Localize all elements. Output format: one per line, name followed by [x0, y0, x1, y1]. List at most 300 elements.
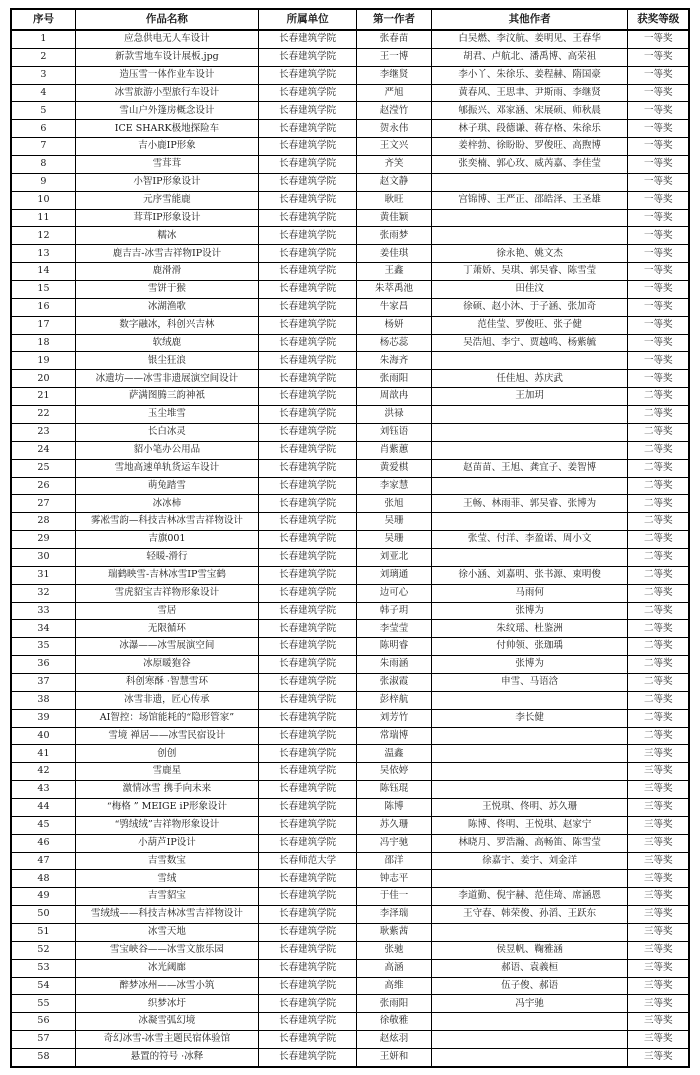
cell-award: 二等奖	[628, 709, 689, 727]
cell-first-author: 姜佳琪	[357, 245, 432, 263]
cell-award: 一等奖	[628, 281, 689, 299]
cell-first-author: 耿旺	[357, 191, 432, 209]
table-row	[11, 459, 689, 477]
cell-no: 26	[11, 477, 75, 495]
cell-other-authors: 侯昱帆、鞠雅涵	[431, 941, 628, 959]
cell-award: 三等奖	[628, 816, 689, 834]
cell-first-author: 冯宇驰	[357, 834, 432, 852]
table-row	[11, 263, 689, 281]
cell-title: 奇幻冰雪-冰雪主题民宿体验馆	[75, 1031, 258, 1049]
cell-award: 三等奖	[628, 959, 689, 977]
cell-unit: 长春建筑学院	[258, 48, 356, 66]
cell-first-author: 严旭	[357, 84, 432, 102]
cell-no: 53	[11, 959, 75, 977]
cell-no: 49	[11, 888, 75, 906]
cell-no: 8	[11, 156, 75, 174]
cell-award: 一等奖	[628, 209, 689, 227]
cell-no: 51	[11, 923, 75, 941]
cell-other-authors	[431, 923, 628, 941]
cell-first-author: 彭梓航	[357, 691, 432, 709]
cell-other-authors	[431, 781, 628, 799]
cell-title: 瑞鹤映雪-吉林冰雪IP雪宝鹤	[75, 566, 258, 584]
cell-title: 雪饼于猴	[75, 281, 258, 299]
cell-first-author: 周歆冉	[357, 388, 432, 406]
cell-no: 24	[11, 441, 75, 459]
cell-first-author: 徐敬雅	[357, 1013, 432, 1031]
cell-unit: 长春建筑学院	[258, 602, 356, 620]
cell-no: 37	[11, 673, 75, 691]
cell-title: 雪山户外篷房概念设计	[75, 102, 258, 120]
table-row	[11, 620, 689, 638]
table-row	[11, 316, 689, 334]
cell-first-author: 王一博	[357, 48, 432, 66]
table-row	[11, 513, 689, 531]
cell-no: 22	[11, 406, 75, 424]
cell-no: 46	[11, 834, 75, 852]
cell-first-author: 韩子玥	[357, 602, 432, 620]
table-row	[11, 888, 689, 906]
table-row	[11, 673, 689, 691]
table-row	[11, 156, 689, 174]
cell-award: 一等奖	[628, 48, 689, 66]
table-row	[11, 281, 689, 299]
cell-award: 二等奖	[628, 388, 689, 406]
cell-first-author: 吴珊	[357, 513, 432, 531]
cell-no: 55	[11, 995, 75, 1013]
cell-unit: 长春建筑学院	[258, 388, 356, 406]
cell-award: 二等奖	[628, 495, 689, 513]
cell-unit: 长春建筑学院	[258, 566, 356, 584]
cell-award: 二等奖	[628, 423, 689, 441]
cell-first-author: 邵洋	[357, 852, 432, 870]
cell-first-author: 张雨梦	[357, 227, 432, 245]
cell-unit: 长春建筑学院	[258, 1031, 356, 1049]
cell-other-authors	[431, 406, 628, 424]
cell-no: 29	[11, 531, 75, 549]
cell-unit: 长春建筑学院	[258, 959, 356, 977]
cell-other-authors	[431, 441, 628, 459]
cell-first-author: 黄爱棋	[357, 459, 432, 477]
cell-no: 6	[11, 120, 75, 138]
cell-award: 三等奖	[628, 763, 689, 781]
cell-title: 应急供电无人车设计	[75, 30, 258, 48]
cell-award: 三等奖	[628, 888, 689, 906]
cell-no: 5	[11, 102, 75, 120]
cell-unit: 长春建筑学院	[258, 727, 356, 745]
cell-first-author: 吴依婷	[357, 763, 432, 781]
table-row	[11, 691, 689, 709]
cell-unit: 长春建筑学院	[258, 941, 356, 959]
cell-first-author: 张驰	[357, 941, 432, 959]
cell-unit: 长春建筑学院	[258, 495, 356, 513]
column-header-no: 序号	[11, 9, 75, 30]
cell-other-authors: 林晓月、罗浩瀚、高畅笛、陈雪莹	[431, 834, 628, 852]
cell-first-author: 耿紫茜	[357, 923, 432, 941]
cell-title: 创创	[75, 745, 258, 763]
cell-no: 31	[11, 566, 75, 584]
cell-other-authors	[431, 1049, 628, 1068]
cell-no: 42	[11, 763, 75, 781]
column-header-other-authors: 其他作者	[431, 9, 628, 30]
cell-no: 36	[11, 656, 75, 674]
cell-no: 1	[11, 30, 75, 48]
cell-no: 33	[11, 602, 75, 620]
cell-no: 57	[11, 1031, 75, 1049]
table-row	[11, 995, 689, 1013]
cell-unit: 长春师范大学	[258, 852, 356, 870]
cell-other-authors: 陈博、佟明、王悦琪、赵家宁	[431, 816, 628, 834]
cell-other-authors: 姜梓勃、徐盼盼、罗俊旺、高煦博	[431, 138, 628, 156]
cell-title: 悬置的符号 ·冰释	[75, 1049, 258, 1068]
table-row	[11, 370, 689, 388]
cell-other-authors: 吴浩旭、李宁、贾越鸣、杨紫毓	[431, 334, 628, 352]
cell-first-author: 李继贤	[357, 66, 432, 84]
cell-title: 雪宝峡谷——冰雪文旅乐园	[75, 941, 258, 959]
cell-other-authors: 范佳莹、罗俊旺、张子健	[431, 316, 628, 334]
cell-award: 三等奖	[628, 798, 689, 816]
cell-no: 56	[11, 1013, 75, 1031]
cell-other-authors: 马雨何	[431, 584, 628, 602]
cell-first-author: 李家慧	[357, 477, 432, 495]
cell-title: 萨满图腾三韵神衹	[75, 388, 258, 406]
cell-no: 58	[11, 1049, 75, 1068]
cell-unit: 长春建筑学院	[258, 763, 356, 781]
cell-other-authors	[431, 870, 628, 888]
cell-unit: 长春建筑学院	[258, 352, 356, 370]
cell-unit: 长春建筑学院	[258, 156, 356, 174]
column-header-title: 作品名称	[75, 9, 258, 30]
table-row	[11, 173, 689, 191]
table-row	[11, 834, 689, 852]
cell-no: 7	[11, 138, 75, 156]
cell-title: 元序雪能鹿	[75, 191, 258, 209]
cell-title: 雪绒	[75, 870, 258, 888]
cell-title: 雪鹿星	[75, 763, 258, 781]
cell-award: 二等奖	[628, 513, 689, 531]
table-header	[11, 9, 689, 30]
cell-other-authors: 张莹、付洋、李盈诺、周小文	[431, 531, 628, 549]
cell-unit: 长春建筑学院	[258, 30, 356, 48]
table-row	[11, 84, 689, 102]
table-body	[11, 30, 689, 1067]
cell-first-author: 牛家昌	[357, 298, 432, 316]
table-row	[11, 495, 689, 513]
cell-unit: 长春建筑学院	[258, 1049, 356, 1068]
column-header-award: 获奖等级	[628, 9, 689, 30]
cell-first-author: 赵炫羽	[357, 1031, 432, 1049]
cell-other-authors: 胡君、卢航北、潘禹博、高荣祖	[431, 48, 628, 66]
cell-unit: 长春建筑学院	[258, 531, 356, 549]
cell-no: 19	[11, 352, 75, 370]
table-row	[11, 763, 689, 781]
cell-first-author: 张雨阳	[357, 995, 432, 1013]
cell-unit: 长春建筑学院	[258, 816, 356, 834]
cell-award: 三等奖	[628, 977, 689, 995]
cell-title: 萌兔踏雪	[75, 477, 258, 495]
cell-other-authors	[431, 352, 628, 370]
cell-title: 长白冰灵	[75, 423, 258, 441]
cell-unit: 长春建筑学院	[258, 138, 356, 156]
cell-first-author: 陈博	[357, 798, 432, 816]
cell-other-authors: 李长健	[431, 709, 628, 727]
cell-unit: 长春建筑学院	[258, 673, 356, 691]
cell-no: 23	[11, 423, 75, 441]
cell-unit: 长春建筑学院	[258, 584, 356, 602]
table-row	[11, 48, 689, 66]
table-row	[11, 745, 689, 763]
cell-other-authors	[431, 1013, 628, 1031]
table-row	[11, 941, 689, 959]
cell-award: 二等奖	[628, 620, 689, 638]
cell-first-author: 张旭	[357, 495, 432, 513]
cell-first-author: 常瑞博	[357, 727, 432, 745]
cell-no: 10	[11, 191, 75, 209]
table-row	[11, 638, 689, 656]
cell-no: 16	[11, 298, 75, 316]
cell-unit: 长春建筑学院	[258, 923, 356, 941]
cell-other-authors: 徐小涵、刘嘉明、张书源、束明俊	[431, 566, 628, 584]
cell-title: 醉梦冰州——冰雪小筑	[75, 977, 258, 995]
cell-title: 玉尘堆雪	[75, 406, 258, 424]
table-row	[11, 388, 689, 406]
cell-other-authors	[431, 745, 628, 763]
cell-unit: 长春建筑学院	[258, 298, 356, 316]
cell-other-authors: 赵苗苗、王旭、龚宜子、姜智博	[431, 459, 628, 477]
cell-no: 50	[11, 906, 75, 924]
cell-title: AI智控：场馆能耗的“隐形管家”	[75, 709, 258, 727]
cell-award: 二等奖	[628, 459, 689, 477]
table-row	[11, 531, 689, 549]
cell-unit: 长春建筑学院	[258, 477, 356, 495]
table-row	[11, 656, 689, 674]
cell-no: 54	[11, 977, 75, 995]
cell-title: 轻暖-滑行	[75, 548, 258, 566]
cell-no: 17	[11, 316, 75, 334]
table-row	[11, 423, 689, 441]
cell-award: 二等奖	[628, 727, 689, 745]
cell-award: 三等奖	[628, 852, 689, 870]
cell-title: 新款雪地车设计展板.jpg	[75, 48, 258, 66]
cell-unit: 长春建筑学院	[258, 1013, 356, 1031]
table-row	[11, 66, 689, 84]
cell-title: 无限循环	[75, 620, 258, 638]
cell-title: 银尘狂浪	[75, 352, 258, 370]
cell-first-author: 王妍和	[357, 1049, 432, 1068]
cell-title: 雪虎貂宝吉祥物形象设计	[75, 584, 258, 602]
cell-no: 9	[11, 173, 75, 191]
cell-award: 三等奖	[628, 941, 689, 959]
cell-title: 激情冰雪 携手向未来	[75, 781, 258, 799]
cell-other-authors: 徐嘉宇、姜宇、刘金洋	[431, 852, 628, 870]
cell-title: 雪茸茸	[75, 156, 258, 174]
cell-no: 41	[11, 745, 75, 763]
cell-unit: 长春建筑学院	[258, 120, 356, 138]
cell-title: 小葫芦IP设计	[75, 834, 258, 852]
cell-unit: 长春建筑学院	[258, 316, 356, 334]
cell-first-author: 边可心	[357, 584, 432, 602]
cell-unit: 长春建筑学院	[258, 781, 356, 799]
cell-other-authors: 张奕楠、郭心玫、威芮嘉、李佳莹	[431, 156, 628, 174]
table-row	[11, 870, 689, 888]
cell-first-author: 陈钰琨	[357, 781, 432, 799]
cell-award: 一等奖	[628, 120, 689, 138]
cell-unit: 长春建筑学院	[258, 459, 356, 477]
cell-other-authors: 王悦琪、佟明、苏久珊	[431, 798, 628, 816]
cell-award: 一等奖	[628, 191, 689, 209]
table-row	[11, 1049, 689, 1068]
cell-other-authors: 宫锦博、王严正、邵皓泽、王圣雄	[431, 191, 628, 209]
cell-other-authors: 王守春、韩荣俊、孙滔、王跃东	[431, 906, 628, 924]
cell-title: 造压雪一体作业车设计	[75, 66, 258, 84]
cell-first-author: 高涵	[357, 959, 432, 977]
cell-unit: 长春建筑学院	[258, 173, 356, 191]
cell-other-authors	[431, 691, 628, 709]
cell-other-authors: 申雪、马语浛	[431, 673, 628, 691]
cell-award: 一等奖	[628, 352, 689, 370]
cell-award: 一等奖	[628, 156, 689, 174]
cell-other-authors: 李小丫、朱徐乐、姜程赫、隋国豪	[431, 66, 628, 84]
cell-no: 2	[11, 48, 75, 66]
cell-first-author: 刘亚北	[357, 548, 432, 566]
cell-first-author: 李莹莹	[357, 620, 432, 638]
cell-title: 科创寒酥 ·智慧雪环	[75, 673, 258, 691]
cell-unit: 长春建筑学院	[258, 102, 356, 120]
cell-first-author: 刘璃通	[357, 566, 432, 584]
table-row	[11, 977, 689, 995]
cell-award: 三等奖	[628, 745, 689, 763]
cell-award: 三等奖	[628, 995, 689, 1013]
cell-unit: 长春建筑学院	[258, 191, 356, 209]
cell-title: 雪居	[75, 602, 258, 620]
cell-title: 吉旗001	[75, 531, 258, 549]
cell-no: 30	[11, 548, 75, 566]
cell-other-authors: 李道勤、倪宇赫、范佳琦、席涵恩	[431, 888, 628, 906]
cell-unit: 长春建筑学院	[258, 888, 356, 906]
cell-award: 一等奖	[628, 84, 689, 102]
cell-unit: 长春建筑学院	[258, 620, 356, 638]
cell-unit: 长春建筑学院	[258, 745, 356, 763]
cell-award: 三等奖	[628, 923, 689, 941]
table-row	[11, 245, 689, 263]
cell-other-authors: 白吴燃、李汶航、姜明见、王春华	[431, 30, 628, 48]
table-row	[11, 709, 689, 727]
cell-unit: 长春建筑学院	[258, 406, 356, 424]
cell-other-authors	[431, 227, 628, 245]
cell-title: 冰雪非遗，匠心传承	[75, 691, 258, 709]
cell-unit: 长春建筑学院	[258, 548, 356, 566]
cell-other-authors	[431, 477, 628, 495]
cell-first-author: 刘钰语	[357, 423, 432, 441]
table-row	[11, 298, 689, 316]
cell-award: 一等奖	[628, 102, 689, 120]
cell-award: 三等奖	[628, 1013, 689, 1031]
cell-award: 一等奖	[628, 173, 689, 191]
cell-first-author: 陈明睿	[357, 638, 432, 656]
table-row	[11, 548, 689, 566]
cell-no: 3	[11, 66, 75, 84]
cell-unit: 长春建筑学院	[258, 227, 356, 245]
table-row	[11, 566, 689, 584]
cell-other-authors: 朱纹瑶、杜鉴洲	[431, 620, 628, 638]
cell-award: 三等奖	[628, 781, 689, 799]
cell-award: 一等奖	[628, 334, 689, 352]
cell-other-authors: 黄春风、王思聿、尹斯雨、李继贤	[431, 84, 628, 102]
cell-unit: 长春建筑学院	[258, 263, 356, 281]
cell-no: 4	[11, 84, 75, 102]
cell-unit: 长春建筑学院	[258, 423, 356, 441]
cell-award: 一等奖	[628, 227, 689, 245]
cell-unit: 长春建筑学院	[258, 84, 356, 102]
cell-other-authors	[431, 1031, 628, 1049]
cell-first-author: 王鑫	[357, 263, 432, 281]
cell-title: 冰雪天地	[75, 923, 258, 941]
cell-other-authors: 林子琪、段德谦、蒋存格、朱徐乐	[431, 120, 628, 138]
table-row	[11, 477, 689, 495]
table-row	[11, 816, 689, 834]
cell-title: 冰雪旅游小型旅行车设计	[75, 84, 258, 102]
cell-title: 雪绒绒——科技吉林冰雪吉祥物设计	[75, 906, 258, 924]
cell-other-authors: 徐硕、赵小沐、于子涵、张加奇	[431, 298, 628, 316]
table-row	[11, 798, 689, 816]
cell-first-author: 朱萃禹池	[357, 281, 432, 299]
cell-title: 数字融冰，科创兴吉林	[75, 316, 258, 334]
table-row	[11, 406, 689, 424]
cell-unit: 长春建筑学院	[258, 513, 356, 531]
cell-award: 二等奖	[628, 602, 689, 620]
cell-other-authors: 任佳旭、苏庆武	[431, 370, 628, 388]
table-row	[11, 191, 689, 209]
cell-award: 一等奖	[628, 263, 689, 281]
cell-title: 雪境 禅居——冰雪民宿设计	[75, 727, 258, 745]
cell-other-authors: 王畅、林雨菲、郭吴睿、张博为	[431, 495, 628, 513]
table-row	[11, 959, 689, 977]
cell-title: 冰瀑——冰雪展演空间	[75, 638, 258, 656]
cell-first-author: 赵文静	[357, 173, 432, 191]
cell-first-author: 刘芳竹	[357, 709, 432, 727]
table-row	[11, 138, 689, 156]
cell-no: 32	[11, 584, 75, 602]
cell-first-author: 于佳一	[357, 888, 432, 906]
cell-title: 吉小鹿IP形象	[75, 138, 258, 156]
cell-title: “鸮绒绒”吉祥物形象设计	[75, 816, 258, 834]
cell-unit: 长春建筑学院	[258, 995, 356, 1013]
column-header-unit: 所属单位	[258, 9, 356, 30]
cell-first-author: 杨妍	[357, 316, 432, 334]
cell-title: 貂小笔办公用品	[75, 441, 258, 459]
cell-first-author: 朱雨涵	[357, 656, 432, 674]
cell-no: 20	[11, 370, 75, 388]
cell-other-authors: 郇振兴、邓家涵、宋展硕、师秋晨	[431, 102, 628, 120]
cell-no: 44	[11, 798, 75, 816]
cell-no: 15	[11, 281, 75, 299]
cell-title: 吉雪数宝	[75, 852, 258, 870]
cell-no: 47	[11, 852, 75, 870]
table-row	[11, 1013, 689, 1031]
table-row	[11, 227, 689, 245]
cell-first-author: 高维	[357, 977, 432, 995]
cell-no: 48	[11, 870, 75, 888]
cell-title: 冰遗坊——冰雪非遗展演空间设计	[75, 370, 258, 388]
cell-other-authors: 付帅领、张珈瑀	[431, 638, 628, 656]
cell-award: 一等奖	[628, 138, 689, 156]
cell-other-authors: 伍子俊、郝语	[431, 977, 628, 995]
cell-no: 18	[11, 334, 75, 352]
cell-unit: 长春建筑学院	[258, 441, 356, 459]
cell-first-author: 钟志平	[357, 870, 432, 888]
cell-no: 39	[11, 709, 75, 727]
cell-award: 三等奖	[628, 1049, 689, 1068]
cell-award: 一等奖	[628, 370, 689, 388]
